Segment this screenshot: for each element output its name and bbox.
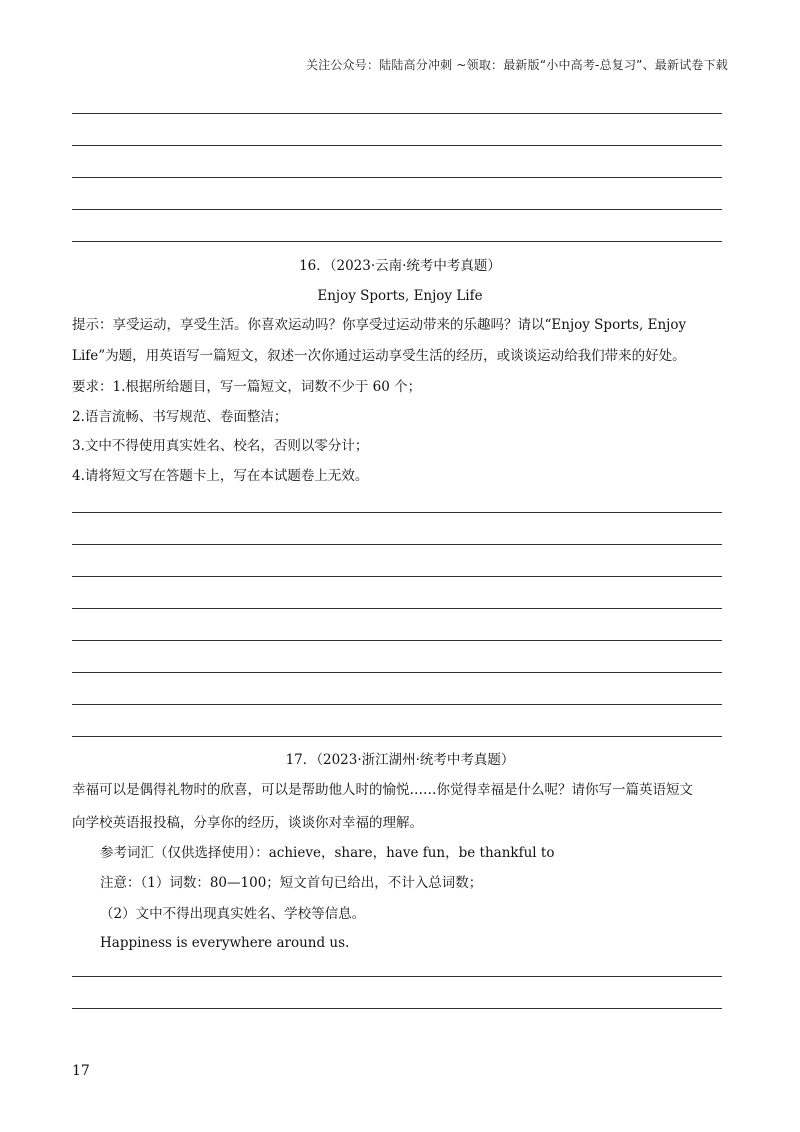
question-16-requirement-1: 要求：1.根据所给题目，写一篇短文，词数不少于 60 个； [72, 379, 422, 395]
writing-line [72, 209, 722, 210]
writing-line [72, 640, 722, 641]
writing-line [72, 177, 722, 178]
question-17-heading: 17．（2023·浙江湖州·统考中考真题） [285, 752, 515, 768]
question-17-intro-line-2: 向学校英语报投稿，分享你的经历，谈谈你对幸福的理解。 [72, 815, 423, 831]
question-17-note-1: 注意：（1）词数：80—100；短文首句已给出，不计入总词数； [100, 875, 483, 891]
question-16-heading: 16．（2023·云南·统考中考真题） [299, 258, 501, 274]
writing-line [72, 576, 722, 577]
writing-line [72, 113, 722, 114]
question-17-note-2: （2）文中不得出现真实姓名、学校等信息。 [100, 906, 366, 922]
page-header-note: 关注公众号：陆陆高分冲刺 ~领取：最新版“小中高考-总复习”、最新试卷下载 [305, 58, 728, 72]
page-number: 17 [72, 1063, 90, 1079]
question-16-requirement-3: 3.文中不得使用真实姓名、校名，否则以零分计； [72, 438, 369, 454]
writing-line [72, 1008, 722, 1009]
question-16-requirement-2: 2.语言流畅、书写规范、卷面整洁； [72, 409, 288, 425]
writing-line [72, 672, 722, 673]
question-16-title: Enjoy Sports, Enjoy Life [317, 288, 483, 304]
question-16-prompt-line-1: 提示：享受运动，享受生活。你喜欢运动吗？你享受过运动带来的乐趣吗？请以“Enjoy Sports, Enjoy [72, 317, 687, 333]
writing-line [72, 145, 722, 146]
question-17-first-sentence: Happiness is everywhere around us. [100, 935, 350, 951]
writing-line [72, 544, 722, 545]
question-17-vocabulary: 参考词汇（仅供选择使用）：achieve，share，have fun，be thankful to [100, 845, 555, 861]
writing-line [72, 736, 722, 737]
writing-line [72, 608, 722, 609]
question-17-intro-line-1: 幸福可以是偶得礼物时的欣喜，可以是帮助他人时的愉悦……你觉得幸福是什么呢？请你写一篇英语短文 [72, 782, 693, 798]
writing-line [72, 976, 722, 977]
writing-line [72, 704, 722, 705]
question-16-requirement-4: 4.请将短文写在答题卡上，写在本试题卷上无效。 [72, 468, 369, 484]
writing-line [72, 241, 722, 242]
question-16-prompt-line-2: Life”为题，用英语写一篇短文，叙述一次你通过运动享受生活的经历，或谈谈运动给我们带来的好处。 [72, 348, 686, 364]
writing-line [72, 512, 722, 513]
